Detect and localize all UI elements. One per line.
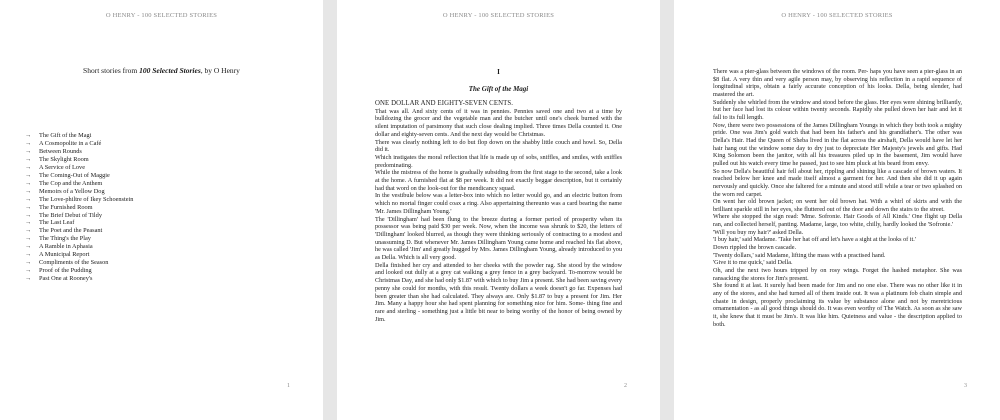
running-header: O HENRY - 100 SELECTED STORIES xyxy=(442,12,555,19)
toc-item-label: A Service of Love xyxy=(39,163,85,171)
toc-item-label: The Furnished Room xyxy=(39,203,93,211)
arrow-right-icon: → xyxy=(25,147,32,155)
paragraph: Where she stopped the sign read: 'Mme. Sofronie. Hair Goods of All Kinds.' One flight up Della ran, and collected herself, panting. Madame, large, too white, chilly, hardly looked the 'Sofronie.' xyxy=(713,213,962,229)
toc-item[interactable] xyxy=(25,196,133,204)
paragraph: ONE DOLLAR AND EIGHTY-SEVEN CENTS. xyxy=(375,100,514,107)
toc-item-label: The Love-philtre of Ikey Schoenstein xyxy=(39,195,134,203)
toc-item[interactable] xyxy=(25,275,133,283)
toc-item[interactable] xyxy=(25,156,133,164)
toc-item[interactable] xyxy=(25,148,133,156)
arrow-right-icon: → xyxy=(25,203,32,211)
arrow-right-icon: → xyxy=(25,219,32,227)
arrow-right-icon: → xyxy=(25,251,32,259)
arrow-right-icon: → xyxy=(25,243,32,251)
arrow-right-icon: → xyxy=(25,195,32,203)
toc-item[interactable] xyxy=(25,172,133,180)
toc-item-label: The Cop and the Anthem xyxy=(39,179,103,187)
book-title: 100 Selected Stories xyxy=(139,66,201,75)
toc-item-label: The Skylight Room xyxy=(39,155,89,163)
paragraph: Oh, and the next two hours tripped by on rosy wings. Forget the hashed metaphor. She was ransacking the stores for Jim's present. xyxy=(713,267,962,282)
toc-item-label: Proof of the Pudding xyxy=(39,267,92,275)
title-suffix: , by O Henry xyxy=(200,66,240,75)
paragraph: So now Della's beautiful hair fell about her, rippling and shining like a cascade of brown waters. It reached below her knee and made itself almost a garment for her. And then she did it up again nervously and quickly. Once she faltered for a minute and stood still while a tear or two splashed on the worn red carpet. xyxy=(713,167,962,198)
toc-item[interactable] xyxy=(25,188,133,196)
paragraph: There was a pier-glass between the windows of the room. Per- haps you have seen a pier-glass in an $8 flat. A very thin and very agile person may, by observing his reflection in a rapid sequence of longitudinal strips, obtain a fairly accurate conception of his looks. Della, being slender, had mastered the art. xyxy=(713,68,962,98)
paragraph: On went her old brown jacket; on went her old brown hat. With a whirl of skirts and with the brilliant sparkle still in her eyes, she fluttered out of the door and down the stairs to the street. xyxy=(713,198,962,213)
paragraph: That was all. And sixty cents of it was in pennies. Pennies saved one and two at a time by bulldozing the grocer and the vegetable man and the butcher until one's cheek burned with the silent imputation of parsimony that such close dealing implied. Three times Della counted it. One dollar and eighty-seven cents. And the next day would be Christmas. xyxy=(375,107,622,138)
page-1 xyxy=(0,0,323,420)
arrow-right-icon: → xyxy=(25,275,32,283)
running-header: O HENRY - 100 SELECTED STORIES xyxy=(781,12,893,19)
toc-item-label: The Last Leaf xyxy=(39,219,75,227)
toc-item-label: Between Rounds xyxy=(39,147,82,155)
toc-item-label: The Thing's the Play xyxy=(39,235,91,243)
paragraph: She found it at last. It surely had been made for Jim and no one else. There was no other like it in any of the stores, and she had turned all of them inside out. It was a platinum fob chain simple and chaste in design, properly proclaiming its value by substance alone and not by meretricious ornamentation - as all good things should do. It was even worthy of The Watch. As soon as she saw it, she knew that it must be Jim's. It was like him. Quietness and value - the description applied to both. xyxy=(713,282,962,328)
chapter-title: The Gift of the Magi xyxy=(468,85,529,93)
paragraph: 'Will you buy my hair?' asked Della. xyxy=(713,228,804,236)
toc-item[interactable] xyxy=(25,243,133,251)
toc-item[interactable] xyxy=(25,180,133,188)
toc-item[interactable] xyxy=(25,259,133,267)
toc-item-label: A Ramble in Aphasia xyxy=(39,243,93,251)
paragraph: In the vestibule below was a letter-box into which no letter would go, and an electric button from which no mortal finger could coax a ring. Also appertaining thereunto was a card bearing the name 'Mr. James Dillingham Young.' xyxy=(375,192,622,215)
arrow-right-icon: → xyxy=(25,163,32,171)
title-prefix: Short stories from xyxy=(83,66,140,75)
paragraph: Now, there were two possessions of the James Dillingham Youngs in which they both took a mighty pride. One was Jim's gold watch that had been his father's and his grandfather's. The other was Della's Hair. Had the Queen of Sheba lived in the flat across the airshaft, Della would have let her hair hang out the window some day to dry just to depreciate Her Majesty's jewels and gifts. Had King Solomon been the janitor, with all his treasures piled up in the basement, Jim would have pulled out his watch every time he passed, just to see him pluck at his beard from envy. xyxy=(713,121,962,167)
paragraph: There was clearly nothing left to do but flop down on the shabby little couch and howl. So, Della did it. xyxy=(375,138,622,154)
toc-item[interactable] xyxy=(25,251,133,259)
arrow-right-icon: → xyxy=(25,211,32,219)
toc-item[interactable] xyxy=(25,140,133,148)
arrow-right-icon: → xyxy=(25,267,32,275)
page-number: 2 xyxy=(624,383,627,389)
toc-item-label: A Municipal Report xyxy=(39,251,90,259)
arrow-right-icon: → xyxy=(25,171,32,179)
arrow-right-icon: → xyxy=(25,187,32,195)
toc-item[interactable] xyxy=(25,219,133,227)
arrow-right-icon: → xyxy=(25,179,32,187)
arrow-right-icon: → xyxy=(25,259,32,267)
table-of-contents xyxy=(25,132,133,283)
arrow-right-icon: → xyxy=(25,132,32,139)
toc-item[interactable] xyxy=(25,235,133,243)
arrow-right-icon: → xyxy=(25,235,32,243)
paragraph: Which instigates the moral reflection that life is made up of sobs, sniffles, and smiles, with sniffles predominating. xyxy=(375,153,622,169)
paragraph: 'Twenty dollars,' said Madame, lifting the mass with a practised hand. xyxy=(713,251,886,259)
page-number: 3 xyxy=(964,383,967,389)
arrow-right-icon: → xyxy=(25,139,32,147)
toc-item-label: The Gift of the Magi xyxy=(39,132,92,139)
toc-item[interactable] xyxy=(25,164,133,172)
story-text xyxy=(375,100,622,323)
toc-item[interactable] xyxy=(25,267,133,275)
running-header: O HENRY - 100 SELECTED STORIES xyxy=(105,12,218,19)
toc-item[interactable] xyxy=(25,212,133,220)
paragraph: Down rippled the brown cascade. xyxy=(713,244,796,252)
page-number: 1 xyxy=(287,383,290,389)
collection-title xyxy=(0,66,323,75)
toc-item-label: The Coming-Out of Maggie xyxy=(39,171,110,179)
paragraph: Della finished her cry and attended to her cheeks with the powder rag. She stood by the window and looked out dully at a grey cat walking a grey fence in a grey backyard. To-morrow would be Christmas Day, and she had only $1.87 with which to buy Jim a present. She had been saving every penny she could for months, with this result. Twenty dollars a week doesn't go far. Expenses had been greater than she had calculated. They always are. Only $1.87 to buy a present for Jim. Her Jim. Many a happy hour she had spent planning for something nice for him. Some- thing fine and rare and sterling - something just a little bit near to being worthy of the honor of being owned by Jim. xyxy=(375,261,622,323)
paragraph: The 'Dillingham' had been flung to the breeze during a former period of prosperity when its possessor was being paid $30 per week. Now, when the income was shrunk to $20, the letters of 'Dillingham' looked blurred, as though they were thinking seriously of contracting to a modest and unassuming D. But whenever Mr. James Dillingham Young came home and reached his flat above, he was called 'Jim' and greatly hugged by Mrs. James Dillingham Young, already introduced to you as Della. Which is all very good. xyxy=(375,215,622,262)
toc-item[interactable] xyxy=(25,204,133,212)
paragraph: Suddenly she whirled from the window and stood before the glass. Her eyes were shining brilliantly, but her face had lost its colour within twenty seconds. Rapidly she pulled down her hair and let it fall to its full length. xyxy=(713,98,962,121)
arrow-right-icon: → xyxy=(25,227,32,235)
toc-item-label: The Brief Debut of Tildy xyxy=(39,211,102,219)
toc-item-label: Memoirs of a Yellow Dog xyxy=(39,187,105,195)
story-text xyxy=(713,68,962,328)
chapter-number: I xyxy=(497,68,500,76)
paragraph: 'I buy hair,' said Madame. 'Take her hat off and let's have a sight at the looks of it.' xyxy=(713,236,916,244)
page-3 xyxy=(674,0,1000,420)
toc-item-label: The Poet and the Peasant xyxy=(39,227,103,235)
page-2 xyxy=(337,0,660,420)
toc-item[interactable] xyxy=(25,227,133,235)
arrow-right-icon: → xyxy=(25,155,32,163)
toc-item-label: A Cosmopolite in a Café xyxy=(39,139,102,147)
toc-item[interactable] xyxy=(25,132,133,140)
toc-item-label: Compliments of the Season xyxy=(39,259,109,267)
paragraph: 'Give it to me quick,' said Della. xyxy=(713,259,793,267)
toc-item-label: Past One at Rooney's xyxy=(39,275,93,283)
paragraph: While the mistress of the home is gradually subsiding from the first stage to the second, take a look at the home. A furnished flat at $8 per week. It did not exactly beggar description, but it certainly had that word on the look-out for the mendicancy squad. xyxy=(375,169,622,192)
